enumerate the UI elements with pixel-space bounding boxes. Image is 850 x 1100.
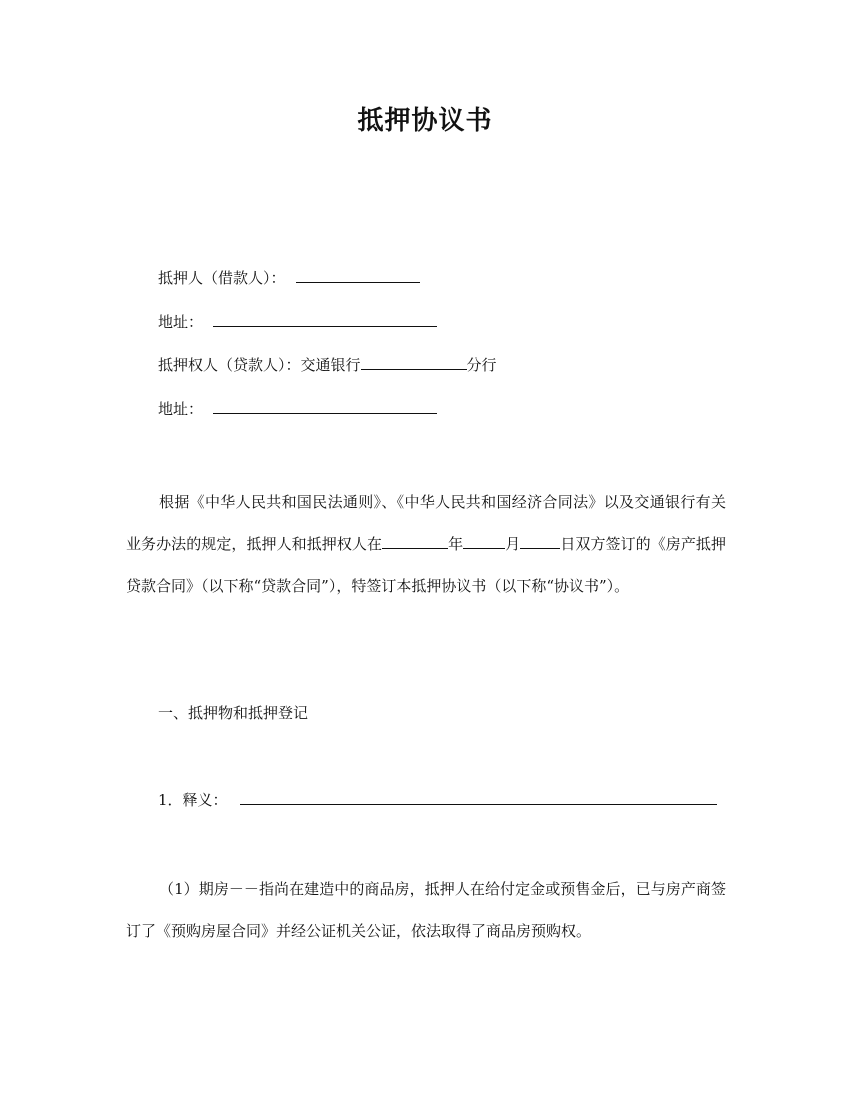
document-title: 抵押协议书 xyxy=(357,106,493,136)
mortgagee-branch-blank xyxy=(361,354,467,370)
mortgagor-blank xyxy=(296,267,420,283)
item-1-label: 1．释义： xyxy=(158,791,228,809)
item-1-line xyxy=(158,789,717,810)
mortgagor-line xyxy=(158,267,420,288)
month-blank xyxy=(463,533,505,549)
preamble-paragraph xyxy=(126,481,726,607)
mortgagor-label: 抵押人（借款人）： xyxy=(158,269,286,287)
mortgagor-address-blank xyxy=(213,311,437,327)
mortgagee-address-line xyxy=(158,398,437,419)
clause-1-paragraph: （1）期房－－指尚在建造中的商品房，抵押人在给付定金或预售金后，已与房产商签订了《预购房屋合同》并经公证机关公证，依法取得了商品房预购权。 xyxy=(126,880,726,940)
preamble-text-1: 根据《中华人民共和国民法通则》、《中华人民共和国经济合同法》以及交通银行有关业务办法的规定，抵押人和抵押权人在 xyxy=(126,493,726,553)
mortgagee-label: 抵押权人（贷款人）：交通银行 xyxy=(158,356,361,374)
preamble-text-2: 日双方签订的《房产抵押贷款合同》（以下称“贷款合同”），特签订本抵押协议书（以下称“协议书”）。 xyxy=(126,535,726,595)
section-1-heading: 一、抵押物和抵押登记 xyxy=(158,704,309,722)
item-1-blank xyxy=(240,789,717,805)
year-label: 年 xyxy=(448,535,464,553)
mortgagee-suffix: 分行 xyxy=(466,356,497,374)
mortgagor-address-label: 地址： xyxy=(158,313,204,331)
year-blank xyxy=(382,533,448,549)
mortgagee-address-label: 地址： xyxy=(158,400,204,418)
mortgagee-line xyxy=(158,354,497,375)
day-blank xyxy=(520,533,560,549)
month-label: 月 xyxy=(505,535,521,553)
mortgagor-address-line xyxy=(158,311,437,332)
mortgagee-address-blank xyxy=(213,398,437,414)
